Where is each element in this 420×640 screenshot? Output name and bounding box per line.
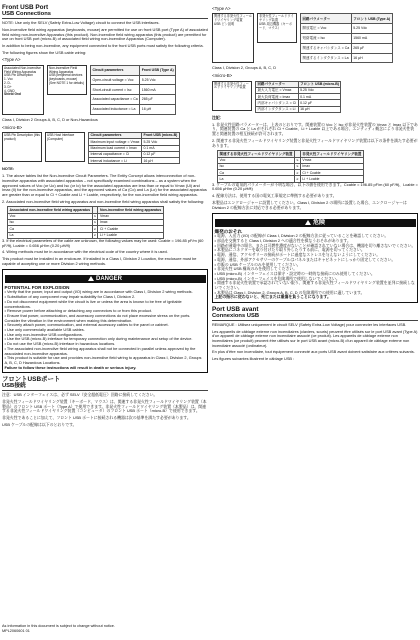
footer-disclaimer: As information in this document is subject to change without notice. bbox=[2, 624, 115, 628]
micro-b-label: <micro-B> bbox=[2, 124, 23, 130]
jp-non-incendive-box: 非発火性フィールドワイヤリング装置 USB 周辺機器（キーボード、マウス） bbox=[257, 13, 297, 43]
jp-associated-box: 関連する非発火性フィールドワイヤリング装置 USB ピン説明 bbox=[212, 13, 254, 63]
section-subtitle: USB Connections bbox=[2, 11, 208, 19]
usb-peripheral-label: USB peripheral devices (keyboards, mouse) bbox=[49, 73, 83, 82]
install-note: This product must be installed in an enclosure. If installed in a Class I, Division 2 Location, the enclosure must be capable of accepting one or more Division 2 wiring methods. bbox=[2, 255, 197, 266]
jp-micro-b-diagram bbox=[212, 81, 418, 113]
jp-note-2: 2. 関連する非発火性フィールドワイヤリング装置と非発火性フィールドワイヤリング装置は以下の条件を満たす必要があります。 bbox=[212, 137, 418, 148]
note-1: 1. The above tables list the Non-incendive Circuit Parameters. The Entity Concept allows interconnection of non-incendive apparatus with associated apparatus – not specifically examined combinations – as a system when the approved values of Voc (or Uo) and Isc (or Io) for the associated apparatus are less than or equal to Vmax (Ui) and Imax (Ii) for the non-incendive apparatus, and the approved values of Ca (Co) and La (Lo) for the associated apparatus are greater than or equal to Ci + Ccable and Li + Lcable, respectively, for the non-incendive field wiring apparatus. bbox=[2, 173, 207, 197]
criteria-paragraph: In addition to being non-incendive, any equipment connected to the front USB ports must satisfy the following criteria. bbox=[2, 43, 204, 49]
jp-note-4: 4. 配線方法は、使用する国の電気工事規定に準拠する必要があります。 bbox=[212, 193, 337, 199]
jp-type-a-label: <Type A> bbox=[212, 6, 231, 11]
section-title: Front USB Port bbox=[2, 4, 49, 11]
jp-section-title: フロントUSBポート bbox=[2, 375, 61, 383]
warning-triangle-icon bbox=[88, 276, 94, 281]
fr-para-1: Les appareils de câblage externe non incendiaires (claviers, souris) peuvent être utilisés sur le port USB avant (Type A) d'un appareil de câblage externe non incendiaire associé (ce produit). Les appareils de câblage externe non incendiaires (ce produit) peuvent être utilisés sur le port USB avant (micro-B) d'un appareil de câblage externe non incendiaire associé (ordinateur). bbox=[212, 328, 418, 348]
diagram-intro: The following figures show the USB cable wiring: bbox=[2, 49, 87, 55]
jp-condition-table: 関連する非発火性フィールドワイヤリング装置 非発火性フィールドワイヤリング装置 Voc ≤ Vmax Isc ≤ Imax Ca ≥ Ci + Ccable La ≥ Li + Lcable bbox=[219, 151, 362, 181]
intro-paragraph: Non-incendive field wiring apparatus (keyboards, mouse) are permitted for use on front USB port (Type A) of associated field wiring non-incendive Apparatus (this product). Non-incendive field wiring apparatus (this product) are permitted for use on front USB port (micro-B) of associated field wiring non-incendive Apparatus (Computer). bbox=[2, 26, 208, 42]
jp-type-a-diagram bbox=[212, 13, 418, 63]
danger-box bbox=[2, 269, 208, 373]
left-column bbox=[2, 4, 208, 429]
danger-list: • Verify that the power, input and output (I/O) wiring are in accordance with Class I, Division 2 wiring methods. • Substitution of any component may impair suitability for Class I, Division 2. • Do not disconnect equipment while the circuit is live or unless the area is known to be free of ignitable concentrations. • Remove power before attaching or detaching any connectors to or from this product. • Ensure that power, communication, and accessory connections do not place excessive stress on the ports. Consider the vibration in the environment when making this determination. • Securely attach power, communication, and external accessory cables to the panel or cabinet. • Use only commercially available USB cables. • Use only non-incendive USB configurations. • Use the USB (micro-B) interface for temporary connection only during maintenance and setup of the device. • Do not use the USB (micro-B) interface in hazardous locations. • The associated non-incendive field wiring apparatus shall not be connected in parallel unless approved by the associated non-incendive apparatus. • This product is suitable for use and provides non-incendive field wiring to apparatus in Class I, Division 2, Groups A, B, C, D Hazardous Locations. bbox=[5, 290, 206, 365]
jp-danger-box bbox=[212, 213, 418, 302]
usb-host-box: USB Host Interface (Computer) bbox=[45, 132, 85, 162]
this-product-box: USB Pin Description (this product) bbox=[2, 132, 42, 162]
jp-associated-box-b: 関連する非発火性フィールドワイヤリング装置 bbox=[212, 81, 252, 111]
usb-pin-description: USB Pin Description bbox=[4, 73, 33, 78]
fr-para-2: En plus d'être non incendiaire, tout équipement connecté aux ports USB avant doivent satisfaire aux critères suivants. bbox=[212, 349, 415, 355]
jp-class-note: Class I, Division 2, Groups A, B, C, D bbox=[212, 65, 276, 71]
jp-note-1: 1. 非発火性回路パラメーターは、上表のとおりです。関連装置の Voc と Isc が非発火性装置の Vmax と Imax 以下であり、関連装置の Ca と La がそれぞれ Ci + Ccable、Li + Lcable 以上である場合、エンティティ概念により非発火性装置と関連装置の相互接続が許可されます。 bbox=[212, 121, 418, 137]
jp-section-subtitle: USB接続 bbox=[2, 383, 208, 391]
page-footer bbox=[2, 624, 115, 633]
note-4: 4. Wiring methods must be in accordance with the electrical code of the country where it is used. bbox=[2, 249, 168, 255]
jp-install-note: 本製品はエンクロージャーに設置してください。Class I, Division 2 の場所に設置した場合、エンクロージャーは Division 2 の配線方法に対応できる必要があります。 bbox=[212, 199, 407, 210]
note-3: 3. If the electrical parameters of the cable are unknown, the following values may be used: Ccable = 196.85 pF/m (60 pF/ft), Lcable = 0.656 µH/m (0.20 µH/ft) bbox=[2, 237, 204, 248]
class-note: Class I, Division 2 Groups A, B, C, D or Non-Hazardous bbox=[2, 116, 98, 122]
danger-footer: Failure to follow these instructions will result in death or serious injury. bbox=[4, 364, 137, 370]
type-a-parameter-table: Circuit parameters Front USB (Type A) Open-circuit voltage = Voc 5.25 Vdc Short-circuit current = Isc 1560 mA Associated capacitance = Ca 265 µF Associated inductance = La 16 µH bbox=[90, 65, 176, 115]
explosion-title: POTENTIAL FOR EXPLOSION bbox=[4, 284, 70, 290]
micro-b-diagram bbox=[2, 132, 208, 164]
jp-para-2: 非発火性であることに加えて、フロント USB ポートに接続される機器は次の基準を満たす必要があります。 bbox=[2, 414, 191, 420]
associated-apparatus-box: Associated Non-incendive Field Wiring Apparatus USB Pin Description 1. Vcc 2. D- 3. D+ 4. GND Shield Gnd bbox=[2, 65, 44, 115]
fr-note: REMARQUE : Utilisez uniquement le circuit SELV (Safety Extra-Low Voltage) pour connecter les interfaces USB. bbox=[212, 321, 407, 327]
jp-note-heading: 注記： bbox=[212, 115, 224, 120]
type-a-label: <Type A> bbox=[2, 57, 21, 63]
pin-list: 1. Vcc 2. D- 3. D+ 4. GND bbox=[4, 77, 15, 93]
fr-section-title: Port USB avant bbox=[212, 305, 259, 313]
right-column bbox=[212, 4, 418, 364]
jp-type-a-table: 回路パラメーター フロント USB (Type A) 開放電圧 = Voc 5.25 Vdc 短絡電流 = Isc 1560 mA 関連するキャパシタンス = Ca 265 µF 関連するインダクタンス = La 16 µH bbox=[300, 13, 393, 63]
warning-triangle-icon bbox=[305, 220, 311, 225]
note-2: 2. Associated non-incendive field wiring apparatus and non-incendive field wiring apparatus shall satisfy the following: bbox=[2, 198, 204, 204]
non-incendive-apparatus-box: Non-incendive Field Wiring Apparatus USB peripheral devices (keyboards, mouse) (See NOTE 1 for details) bbox=[47, 65, 87, 95]
footer-doc-number: MPL2060601 01 bbox=[2, 628, 30, 633]
micro-b-parameter-table: Circuit parameters Front USB (micro-B) Maximum input voltage = Vmax 5.25 Vdc Maximum load current = Imax 0.1 mA Internal capacitance = Ci 0.12 µF Internal inductance = Li 16 µH bbox=[90, 133, 178, 163]
jp-explosion-title: 爆発のおそれ bbox=[214, 228, 243, 234]
selv-note: NOTE: Use only the SELV (Safety Extra-Low Voltage) circuit to connect the USB interfaces. bbox=[2, 20, 160, 26]
jp-danger-list: • 電源、入出力 (I/O) の配線が Class I, Division 2 の配線方法に従っていることを確認してください。 • 部品を交換すると Class I, Division 2 への適合性を損なうおそれがあります。 • 回路が通電中の場合、または可燃性濃度がないことが確認されていない場合は、機器を切り離さないでください。 • 本製品にコネクターを取り付けたり取り外したりする前に、電源を切ってください。 • 電源、通信、アクセサリーの接続がポートに過度なストレスを与えないようにしてください。 • 電源、通信、外部アクセサリーのケーブルはパネルまたはキャビネットにしっかり固定してください。 • 市販の USB ケーブルのみを使用してください。 • 非発火性 USB 構成のみを使用してください。 • USB (micro-B) インターフェイスは保守・設定時の一時的な接続にのみ使用してください。 • USB (micro-B) インターフェイスを危険場所で使用しないでください。 • 関連する非発火性装置で承認されていない限り、関連する非発火性フィールドワイヤリング装置を並列に接続しないでください。 • 本製品は Class I, Division 2, Groups A, B, C, D の危険場所での使用に適しています。 bbox=[215, 234, 416, 295]
see-note-label: (See NOTE 1 for details) bbox=[49, 81, 84, 86]
jp-diagram-intro: USB ケーブルの配線は以下のとおりです。 bbox=[2, 421, 77, 427]
jp-micro-b-table: 回路パラメーター フロント USB (micro-B) 最大入力電圧 = Vmax 5.25 Vdc 最大負荷電流 = Imax 0.1 mA 内部キャパシタンス = Ci 0.12 µF 内部インダクタンス = Li 16 µH bbox=[257, 82, 339, 112]
jp-micro-b-label: <micro-B> bbox=[212, 73, 233, 79]
fr-diagram-intro: Les figures suivantes illustrent le câblage USB : bbox=[212, 356, 295, 362]
jp-danger-footer: 上記の指示に従わないと、死亡または重傷を負うことになります。 bbox=[214, 294, 331, 300]
jp-note-3: 3. ケーブルの電気的パラメーターが不明な場合、以下の値を使用できます。Ccable = 196.85 pF/m (60 pF/ft)、Lcable = 0.656 µH/m (0.20 µH/ft) bbox=[212, 181, 418, 192]
condition-table: Associated non-incendive field wiring apparatus Non-incendive field wiring apparatus Voc ≤ Vmax Isc ≤ Imax Ca ≥ Ci + Ccable La ≥ Li + Lcable bbox=[9, 207, 162, 238]
jp-para-1: 非発火性フィールドワイヤリング装置（キーボード、マウス）は、関連する非発火性フィールドワイヤリング装置（本製品）のフロント USB ポート（Type A）で使用できます。非発火性フィールドワイヤリング装置（本製品）は、関連する非発火性フィールドワイヤリング装置（コンピュータ）のフロント USB ポート（micro-B）で使用できます。 bbox=[2, 398, 207, 414]
jp-danger-bar: 危険 bbox=[215, 219, 416, 227]
fr-section-subtitle: Connexions USB bbox=[212, 313, 418, 321]
type-a-diagram bbox=[2, 65, 208, 115]
jp-note: 注意：USB インターフェイスは、必ず SELV（安全超低電圧）回路に接続してください。 bbox=[2, 392, 158, 398]
danger-bar: DANGER bbox=[5, 275, 206, 283]
shield-gnd-label: Shield Gnd bbox=[4, 92, 21, 97]
note-heading: NOTE: bbox=[2, 166, 15, 172]
